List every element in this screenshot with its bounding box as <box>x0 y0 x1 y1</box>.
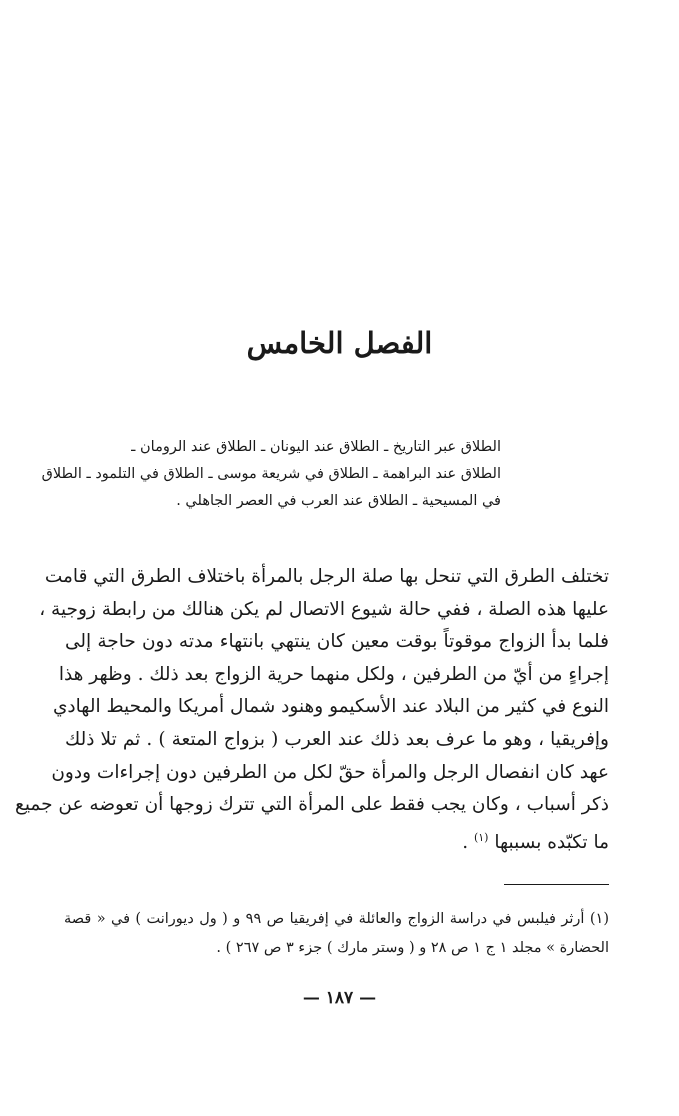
body-line: تختلف الطرق التي تنحل بها صلة الرجل بالمرأة باختلاف الطرق التي قامت <box>44 566 609 587</box>
footnote-divider <box>504 884 609 885</box>
footnote-reference: (١) <box>473 830 489 844</box>
footnote-line: الحضارة » مجلد ١ ج ١ ص ٢٨ و ( وستر مارك ) جزء ٣ ص ٢٦٧ ) . <box>216 940 609 956</box>
topics-line: الطلاق عبر التاريخ ـ الطلاق عند اليونان ـ الطلاق عند الرومان ـ <box>131 439 501 455</box>
body-line: النوع في كثير من البلاد عند الأسكيمو وهنود شمال أمريكا والمحيط الهادي <box>52 696 609 718</box>
body-line-text: ما تكبّده بسببها <box>494 831 609 853</box>
body-line: ذكر أسباب ، وكان يجب فقط على المرأة التي تترك زوجها أن تعوضه عن جميع <box>14 794 609 816</box>
topics-line: الطلاق عند البراهمة ـ الطلاق في شريعة موسى ـ الطلاق في التلمود ـ الطلاق <box>41 466 501 482</box>
body-line: عليها هذه الصلة ، ففي حالة شيوع الاتصال لم يكن هنالك من رابطة زوجية ، <box>39 598 609 620</box>
chapter-title: الفصل الخامس <box>246 326 433 360</box>
page-number: — ١٨٧ — <box>302 988 377 1008</box>
body-line-last: ما تكبّده بسببها $^{(١)}$ . <box>462 830 609 853</box>
topics-line: في المسيحية ـ الطلاق عند العرب في العصر الجاهلي . <box>176 493 501 509</box>
body-line: وإفريقيا ، وهو ما عرف بعد ذلك عند العرب ( بزواج المتعة ) . ثم تلا ذلك <box>65 728 609 750</box>
body-line: إجراءٍ من أيّ من الطرفين ، ولكل منهما حرية الزواج بعد ذلك . وظهر هذا <box>58 663 609 685</box>
footnote <box>64 905 609 963</box>
body-line: عهد كان انفصال الرجل والمرأة حقّ لكل من الطرفين دون إجراءات ودون <box>51 761 609 783</box>
chapter-topics-summary <box>41 434 501 515</box>
body-line: فلما بدأ الزواج موقوتاً بوقت معين كان ينتهي بانتهاء مدته دون حاجة إلى <box>65 631 609 653</box>
footnote-line: (١) أرثر فيلبس في دراسة الزواج والعائلة في إفريقيا ص ٩٩ و ( ول ديورانت ) في « قصة <box>64 911 609 927</box>
body-paragraph <box>14 561 609 854</box>
